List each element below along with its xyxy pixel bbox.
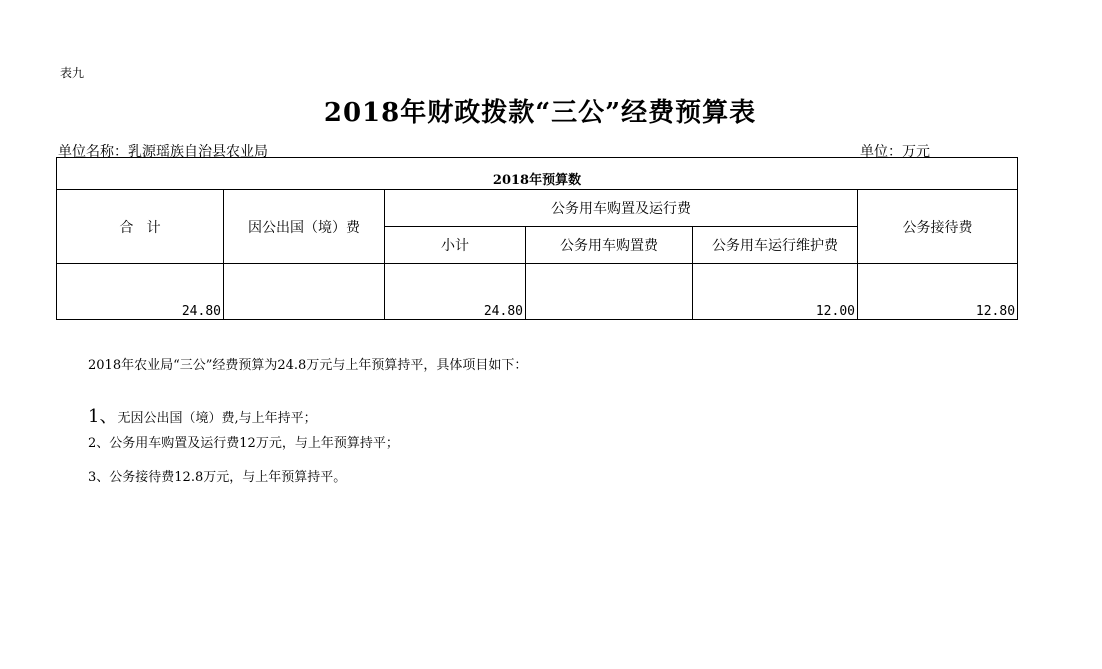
budget-table [56, 157, 1018, 320]
currency-unit-label: 单位：万元 [860, 144, 930, 160]
header-reception: 公务接待费 [858, 190, 1018, 264]
header-vehicle-purchase: 公务用车购置费 [526, 227, 693, 264]
header-vehicle-operation: 公务用车运行维护费 [693, 227, 858, 264]
header-abroad: 因公出国（境）费 [224, 190, 385, 264]
header-subtotal: 小计 [385, 227, 526, 264]
note-item-1-number: 1、 [88, 406, 118, 427]
note-item-3: 3、公务接待费12.8万元，与上年预算持平。 [88, 470, 347, 485]
table-number: 表九 [60, 66, 85, 80]
cell-vehicle-purchase [526, 264, 693, 320]
table-row [57, 264, 1018, 320]
cell-abroad [224, 264, 385, 320]
header-total: 合 计 [57, 190, 224, 264]
note-item-1 [88, 402, 317, 428]
cell-total: 24.80 [57, 264, 224, 320]
header-vehicle-group: 公务用车购置及运行费 [385, 190, 858, 227]
notes-intro: 2018年农业局“三公”经费预算为24.8万元与上年预算持平，具体项目如下： [88, 358, 528, 373]
unit-name-label: 单位名称：乳源瑶族自治县农业局 [58, 144, 268, 160]
cell-reception: 12.80 [858, 264, 1018, 320]
cell-subtotal: 24.80 [385, 264, 526, 320]
page-title: 2018年财政拨款“三公”经费预算表 [323, 98, 757, 128]
table-caption: 2018年预算数 [57, 158, 1018, 190]
cell-vehicle-operation: 12.00 [693, 264, 858, 320]
note-item-2: 2、公务用车购置及运行费12万元，与上年预算持平； [88, 436, 399, 451]
note-item-1-text: 无因公出国（境）费,与上年持平； [117, 411, 317, 426]
